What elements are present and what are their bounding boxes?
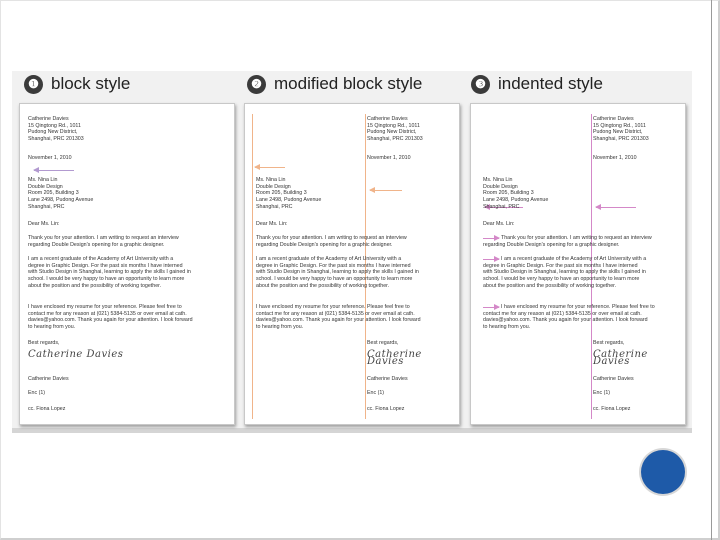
typed-name: Catherine Davies — [593, 376, 634, 382]
handwritten-signature: Catherine Davies — [367, 349, 422, 367]
salutation: Dear Ms. Lin: — [28, 221, 60, 227]
paragraph-2: I am a recent graduate of the Academy of Art University with a degree in Graphic Design. For the past six months I have interned with Studio Design in Shanghai, learning to apply the skills I gained in school. I would be very happy to have an opportunity to learn more about the position and the possibility of working together. — [256, 256, 419, 289]
number-two-icon: ❷ — [247, 75, 266, 94]
paragraph-2: I am a recent graduate of the Academy of Art University with a degree in Graphic Design. For the past six months I have interned with Studio Design in Shanghai, learning to apply the skills I gained in school. I would be very happy to have an opportunity to learn more about the position and the possibility of working together. — [483, 256, 647, 289]
paragraph-1: Thank you for your attention. I am writing to request an interview regarding Double Design's opening for a graphic designer. — [28, 235, 179, 248]
paragraph-3: I have enclosed my resume for your reference. Please feel free to contact me for any reason at (021) 5384-5135 or over email at cath. davies@yahoo.com. Thank you again for your attention. I look forward to hearing from you. — [483, 304, 655, 331]
heading-indented-style — [471, 70, 603, 98]
closing: Best regards, — [28, 340, 60, 346]
sender-address: Catherine Davies 15 Qingtong Rd., 1011 Pudong New District, Shanghai, PRC 201303 — [593, 116, 649, 143]
heading-title: indented style — [498, 74, 603, 93]
heading-title: modified block style — [274, 74, 423, 93]
letter-date: November 1, 2010 — [28, 155, 72, 161]
recipient-address: Ms. Nina Lin Double Design Room 205, Building 3 Lane 2498, Pudong Avenue Shanghai, PRC — [28, 177, 94, 210]
paragraph-3: I have enclosed my resume for your reference. Please feel free to contact me for any reason at (021) 5384-5135 or over email at cath. davies@yahoo.com. Thank you again for your attention. I look forward to hearing from you. — [28, 304, 193, 331]
handwritten-signature: Catherine Davies — [593, 349, 648, 367]
enclosure-note: Enc (1) — [367, 390, 385, 396]
typed-name: Catherine Davies — [28, 376, 69, 382]
letter-indented-style — [470, 103, 686, 425]
letter-modified-block-style — [244, 103, 460, 425]
typed-name: Catherine Davies — [367, 376, 408, 382]
cc-note: cc. Fiona Lopez — [28, 406, 66, 412]
paragraph-1: Thank you for your attention. I am writing to request an interview regarding Double Design's opening for a graphic designer. — [483, 235, 652, 248]
salutation: Dear Ms. Lin: — [256, 221, 288, 227]
cc-note: cc. Fiona Lopez — [367, 406, 405, 412]
heading-block-style — [24, 70, 130, 98]
letter-date: November 1, 2010 — [593, 155, 637, 161]
handwritten-signature: Catherine Davies — [28, 349, 124, 360]
slide-right-rule — [711, 0, 712, 540]
letters-backdrop-shadow — [12, 428, 692, 433]
left-arrow-icon — [255, 167, 285, 168]
number-one-icon: ❶ — [24, 75, 43, 94]
paragraph-3: I have enclosed my resume for your reference. Please feel free to contact me for any reason at (021) 5384-5135 or over email at cath. davies@yahoo.com. Thank you again for your attention. I look forward to hearing from you. — [256, 304, 421, 331]
letter-date: November 1, 2010 — [367, 155, 411, 161]
left-arrow-icon — [596, 207, 636, 208]
left-margin-guide — [252, 114, 253, 419]
heading-modified-block-style — [247, 70, 422, 98]
number-three-icon: ❸ — [471, 75, 490, 94]
salutation: Dear Ms. Lin: — [483, 221, 515, 227]
recipient-address: Ms. Nina Lin Double Design Room 205, Building 3 Lane 2498, Pudong Avenue Shanghai, PRC — [483, 177, 549, 210]
recipient-address: Ms. Nina Lin Double Design Room 205, Building 3 Lane 2498, Pudong Avenue Shanghai, PRC — [256, 177, 322, 210]
paragraph-1: Thank you for your attention. I am writing to request an interview regarding Double Design's opening for a graphic designer. — [256, 235, 407, 248]
letter-block-style — [19, 103, 235, 425]
sender-address: Catherine Davies 15 Qingtong Rd., 1011 Pudong New District, Shanghai, PRC 201303 — [367, 116, 423, 143]
cc-note: cc. Fiona Lopez — [593, 406, 631, 412]
blue-circle-decoration — [641, 450, 685, 494]
left-arrow-icon — [370, 190, 402, 191]
closing: Best regards, — [367, 340, 399, 346]
sender-address: Catherine Davies 15 Qingtong Rd., 1011 Pudong New District, Shanghai, PRC 201303 — [28, 116, 84, 143]
left-arrow-icon — [34, 170, 74, 171]
enclosure-note: Enc (1) — [28, 390, 46, 396]
enclosure-note: Enc (1) — [593, 390, 611, 396]
heading-title: block style — [51, 74, 131, 93]
closing: Best regards, — [593, 340, 625, 346]
paragraph-2: I am a recent graduate of the Academy of Art University with a degree in Graphic Design. For the past six months I have interned with Studio Design in Shanghai, learning to apply the skills I gained in school. I would be very happy to have an opportunity to learn more about the position and the possibility of working together. — [28, 256, 191, 289]
